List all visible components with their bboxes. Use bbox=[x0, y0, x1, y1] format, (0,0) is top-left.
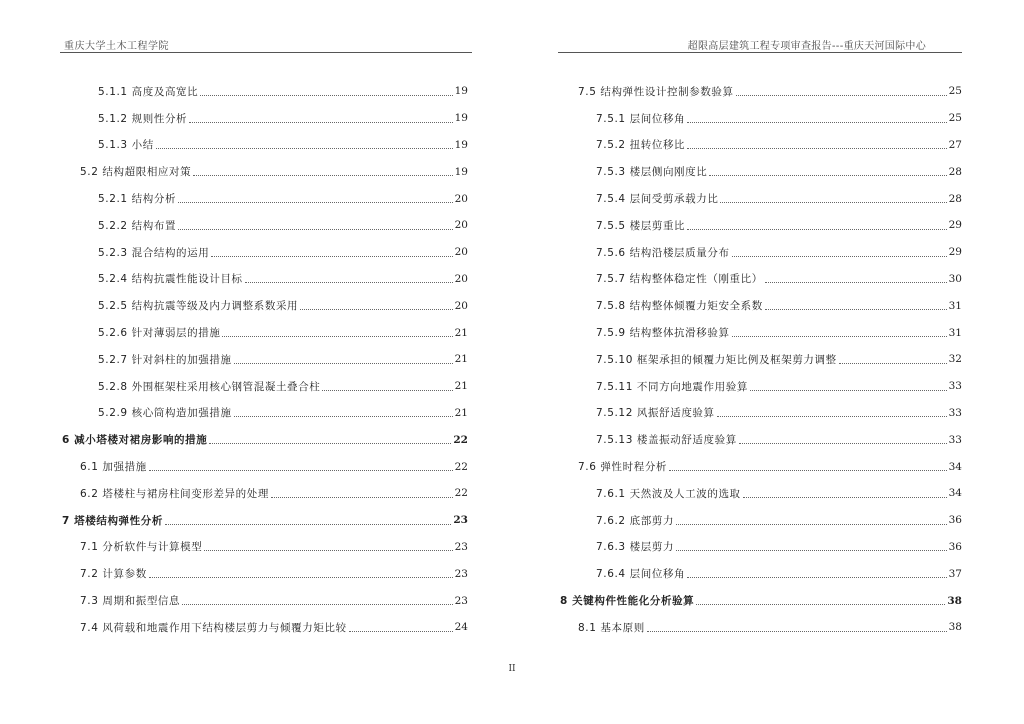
toc-entry-label: 7.3 周期和振型信息 bbox=[80, 595, 181, 608]
toc-entry[interactable] bbox=[558, 534, 962, 561]
toc-entry[interactable] bbox=[60, 266, 468, 293]
toc-dot-leader bbox=[245, 282, 453, 283]
toc-entry[interactable] bbox=[558, 212, 962, 239]
toc-dot-leader bbox=[736, 95, 947, 96]
toc-entry[interactable] bbox=[60, 426, 468, 453]
toc-entry-page: 33 bbox=[948, 406, 962, 419]
toc-entry[interactable] bbox=[558, 373, 962, 400]
toc-entry-label: 7.5.1 层间位移角 bbox=[596, 112, 686, 125]
toc-entry-label: 7.2 计算参数 bbox=[80, 568, 147, 581]
toc-entry-label: 7.5.7 结构整体稳定性（刚重比） bbox=[596, 273, 763, 286]
toc-entry-page: 33 bbox=[948, 433, 962, 446]
toc-entry-label: 5.1.3 小结 bbox=[98, 139, 154, 152]
toc-entry-page: 36 bbox=[948, 514, 962, 527]
toc-entry[interactable] bbox=[60, 78, 468, 105]
toc-dot-leader bbox=[222, 336, 452, 337]
toc-entry-label: 7.6.1 天然波及人工波的选取 bbox=[596, 487, 741, 500]
toc-entry[interactable] bbox=[558, 587, 962, 614]
toc-entry-label: 5.1.1 高度及高宽比 bbox=[98, 85, 199, 98]
toc-dot-leader bbox=[193, 175, 452, 176]
toc-entry-label: 7.5.9 结构整体抗滑移验算 bbox=[596, 327, 730, 340]
toc-entry-label: 7.5.6 结构沿楼层质量分布 bbox=[596, 246, 730, 259]
toc-dot-leader bbox=[234, 363, 453, 364]
toc-dot-leader bbox=[209, 443, 451, 444]
toc-entry-label: 7.6.4 层间位移角 bbox=[596, 568, 686, 581]
toc-entry[interactable] bbox=[558, 266, 962, 293]
toc-entry-label: 6.1 加强措施 bbox=[80, 461, 147, 474]
toc-entry-page: 19 bbox=[454, 112, 468, 125]
toc-dot-leader bbox=[687, 229, 946, 230]
toc-dot-leader bbox=[743, 497, 947, 498]
toc-entry-label: 7 塔楼结构弹性分析 bbox=[62, 514, 163, 527]
toc-entry-label: 6 减小塔楼对裙房影响的措施 bbox=[62, 434, 208, 447]
toc-entry-label: 7.6.2 底部剪力 bbox=[596, 514, 675, 527]
toc-entry-page: 36 bbox=[948, 540, 962, 553]
toc-entry-label: 7.5.12 风振舒适度验算 bbox=[596, 407, 715, 420]
toc-entry[interactable] bbox=[60, 158, 468, 185]
toc-entry[interactable] bbox=[60, 614, 468, 641]
toc-dot-leader bbox=[669, 470, 947, 471]
toc-dot-leader bbox=[189, 122, 452, 123]
toc-entry-label: 7.6.3 楼层剪力 bbox=[596, 541, 675, 554]
toc-entry-label: 7.4 风荷载和地震作用下结构楼层剪力与倾覆力矩比较 bbox=[80, 621, 347, 634]
toc-entry-label: 5.2.3 混合结构的运用 bbox=[98, 246, 210, 259]
toc-dot-leader bbox=[709, 175, 946, 176]
toc-entry-page: 23 bbox=[454, 567, 468, 580]
toc-entry-label: 7.5.11 不同方向地震作用验算 bbox=[596, 380, 748, 393]
toc-entry-page: 19 bbox=[454, 165, 468, 178]
toc-entry-page: 23 bbox=[454, 594, 468, 607]
toc-entry[interactable] bbox=[558, 560, 962, 587]
toc-dot-leader bbox=[165, 524, 451, 525]
toc-dot-leader bbox=[720, 202, 946, 203]
toc-dot-leader bbox=[765, 309, 947, 310]
toc-entry-label: 5.2.7 针对斜柱的加强措施 bbox=[98, 353, 232, 366]
toc-entry[interactable] bbox=[558, 400, 962, 427]
toc-entry-page: 22 bbox=[453, 433, 468, 446]
toc-entry-page: 24 bbox=[454, 621, 468, 634]
toc-entry[interactable] bbox=[60, 560, 468, 587]
toc-entry[interactable] bbox=[60, 239, 468, 266]
header-left-title: 重庆大学土木工程学院 bbox=[64, 41, 169, 52]
toc-entry-page: 34 bbox=[948, 460, 962, 473]
toc-dot-leader bbox=[732, 336, 947, 337]
toc-entry[interactable] bbox=[60, 292, 468, 319]
toc-entry-label: 6.2 塔楼柱与裙房柱间变形差异的处理 bbox=[80, 487, 269, 500]
toc-entry[interactable] bbox=[60, 453, 468, 480]
toc-entry-page: 25 bbox=[948, 85, 962, 98]
toc-entry-label: 7.5.4 层间受剪承载力比 bbox=[596, 193, 719, 206]
toc-entry-page: 32 bbox=[948, 353, 962, 366]
toc-entry[interactable] bbox=[60, 400, 468, 427]
toc-dot-leader bbox=[687, 148, 946, 149]
toc-entry[interactable] bbox=[60, 507, 468, 534]
toc-entry[interactable] bbox=[60, 185, 468, 212]
toc-entry[interactable] bbox=[60, 480, 468, 507]
toc-entry-label: 5.2.9 核心筒构造加强措施 bbox=[98, 407, 232, 420]
toc-entry[interactable] bbox=[558, 614, 962, 641]
toc-entry[interactable] bbox=[558, 239, 962, 266]
toc-entry[interactable] bbox=[60, 346, 468, 373]
toc-right-column bbox=[558, 78, 962, 641]
toc-entry[interactable] bbox=[60, 105, 468, 132]
page-number: II bbox=[508, 664, 516, 674]
toc-dot-leader bbox=[687, 577, 946, 578]
toc-dot-leader bbox=[182, 604, 452, 605]
toc-dot-leader bbox=[696, 604, 945, 605]
toc-entry-label: 5.2.4 结构抗震性能设计目标 bbox=[98, 273, 243, 286]
toc-entry-page: 20 bbox=[454, 299, 468, 312]
toc-dot-leader bbox=[647, 631, 947, 632]
toc-entry-page: 21 bbox=[454, 406, 468, 419]
toc-dot-leader bbox=[687, 122, 946, 123]
toc-entry[interactable] bbox=[60, 534, 468, 561]
toc-entry[interactable] bbox=[60, 587, 468, 614]
toc-entry[interactable] bbox=[60, 132, 468, 159]
toc-entry-page: 27 bbox=[948, 138, 962, 151]
toc-entry-page: 22 bbox=[454, 460, 468, 473]
toc-entry[interactable] bbox=[558, 480, 962, 507]
toc-dot-leader bbox=[717, 416, 947, 417]
toc-dot-leader bbox=[204, 550, 452, 551]
toc-dot-leader bbox=[750, 390, 947, 391]
toc-entry-page: 20 bbox=[454, 219, 468, 232]
toc-entry-label: 7.6 弹性时程分析 bbox=[578, 461, 668, 474]
toc-dot-leader bbox=[676, 550, 947, 551]
toc-entry-label: 5.2.5 结构抗震等级及内力调整系数采用 bbox=[98, 300, 299, 313]
toc-entry-label: 7.5.13 楼盖振动舒适度验算 bbox=[596, 434, 737, 447]
toc-dot-leader bbox=[149, 470, 453, 471]
toc-entry-page: 20 bbox=[454, 192, 468, 205]
toc-dot-leader bbox=[211, 256, 452, 257]
toc-dot-leader bbox=[732, 256, 947, 257]
toc-dot-leader bbox=[739, 443, 947, 444]
toc-entry[interactable] bbox=[60, 319, 468, 346]
toc-dot-leader bbox=[149, 577, 453, 578]
toc-entry-page: 34 bbox=[948, 487, 962, 500]
toc-entry[interactable] bbox=[558, 453, 962, 480]
toc-dot-leader bbox=[676, 524, 947, 525]
toc-entry[interactable] bbox=[558, 292, 962, 319]
toc-entry-page: 28 bbox=[948, 165, 962, 178]
toc-entry-label: 7.5.10 框架承担的倾覆力矩比例及框架剪力调整 bbox=[596, 353, 837, 366]
toc-entry-label: 7.5.2 扭转位移比 bbox=[596, 139, 686, 152]
toc-entry[interactable] bbox=[558, 185, 962, 212]
toc-entry-page: 21 bbox=[454, 353, 468, 366]
toc-entry-page: 21 bbox=[454, 326, 468, 339]
header-rule-left bbox=[60, 52, 472, 53]
toc-dot-leader bbox=[271, 497, 453, 498]
toc-entry-label: 5.2.8 外围框架柱采用核心钢管混凝土叠合柱 bbox=[98, 380, 321, 393]
toc-entry[interactable] bbox=[558, 132, 962, 159]
toc-dot-leader bbox=[839, 363, 947, 364]
toc-entry-label: 7.5.8 结构整体倾覆力矩安全系数 bbox=[596, 300, 763, 313]
toc-dot-leader bbox=[234, 416, 453, 417]
toc-entry-page: 25 bbox=[948, 112, 962, 125]
toc-entry-label: 5.2.1 结构分析 bbox=[98, 193, 177, 206]
toc-entry-label: 5.2.2 结构布置 bbox=[98, 219, 177, 232]
toc-entry[interactable] bbox=[60, 212, 468, 239]
toc-left-column bbox=[60, 78, 468, 641]
toc-entry-label: 8 关键构件性能化分析验算 bbox=[560, 595, 695, 608]
toc-entry-label: 5.2.6 针对薄弱层的措施 bbox=[98, 327, 221, 340]
toc-entry-label: 7.5 结构弹性设计控制参数验算 bbox=[578, 85, 734, 98]
toc-entry-label: 7.1 分析软件与计算模型 bbox=[80, 541, 203, 554]
toc-entry[interactable] bbox=[558, 426, 962, 453]
toc-dot-leader bbox=[178, 229, 453, 230]
toc-entry-label: 5.1.2 规则性分析 bbox=[98, 112, 188, 125]
toc-entry-page: 33 bbox=[948, 380, 962, 393]
toc-entry[interactable] bbox=[558, 319, 962, 346]
toc-entry-page: 21 bbox=[454, 380, 468, 393]
toc-dot-leader bbox=[765, 282, 947, 283]
toc-entry-page: 20 bbox=[454, 246, 468, 259]
toc-entry-page: 30 bbox=[948, 272, 962, 285]
toc-entry-page: 19 bbox=[454, 138, 468, 151]
toc-dot-leader bbox=[300, 309, 452, 310]
toc-entry[interactable] bbox=[558, 78, 962, 105]
toc-entry-page: 29 bbox=[948, 219, 962, 232]
toc-entry[interactable] bbox=[558, 158, 962, 185]
header-rule-right bbox=[558, 52, 962, 53]
toc-dot-leader bbox=[178, 202, 453, 203]
toc-entry-page: 31 bbox=[948, 299, 962, 312]
toc-entry-label: 8.1 基本原则 bbox=[578, 621, 645, 634]
toc-entry-page: 23 bbox=[454, 540, 468, 553]
toc-entry[interactable] bbox=[558, 105, 962, 132]
toc-entry-page: 38 bbox=[948, 621, 962, 634]
toc-entry-page: 38 bbox=[947, 594, 962, 607]
toc-entry-label: 7.5.5 楼层剪重比 bbox=[596, 219, 686, 232]
toc-entry-page: 19 bbox=[454, 85, 468, 98]
toc-dot-leader bbox=[349, 631, 453, 632]
toc-entry-page: 22 bbox=[454, 487, 468, 500]
toc-entry[interactable] bbox=[558, 507, 962, 534]
toc-dot-leader bbox=[156, 148, 453, 149]
toc-entry-page: 20 bbox=[454, 272, 468, 285]
toc-entry[interactable] bbox=[558, 346, 962, 373]
toc-entry-label: 5.2 结构超限相应对策 bbox=[80, 166, 192, 179]
toc-entry[interactable] bbox=[60, 373, 468, 400]
toc-entry-page: 31 bbox=[948, 326, 962, 339]
toc-entry-page: 28 bbox=[948, 192, 962, 205]
toc-entry-label: 7.5.3 楼层侧向刚度比 bbox=[596, 166, 708, 179]
toc-dot-leader bbox=[200, 95, 452, 96]
toc-dot-leader bbox=[322, 390, 452, 391]
toc-entry-page: 37 bbox=[948, 567, 962, 580]
toc-entry-page: 23 bbox=[453, 514, 468, 527]
toc-entry-page: 29 bbox=[948, 246, 962, 259]
header-right-title: 超限高层建筑工程专项审查报告---重庆天河国际中心 bbox=[687, 41, 926, 52]
